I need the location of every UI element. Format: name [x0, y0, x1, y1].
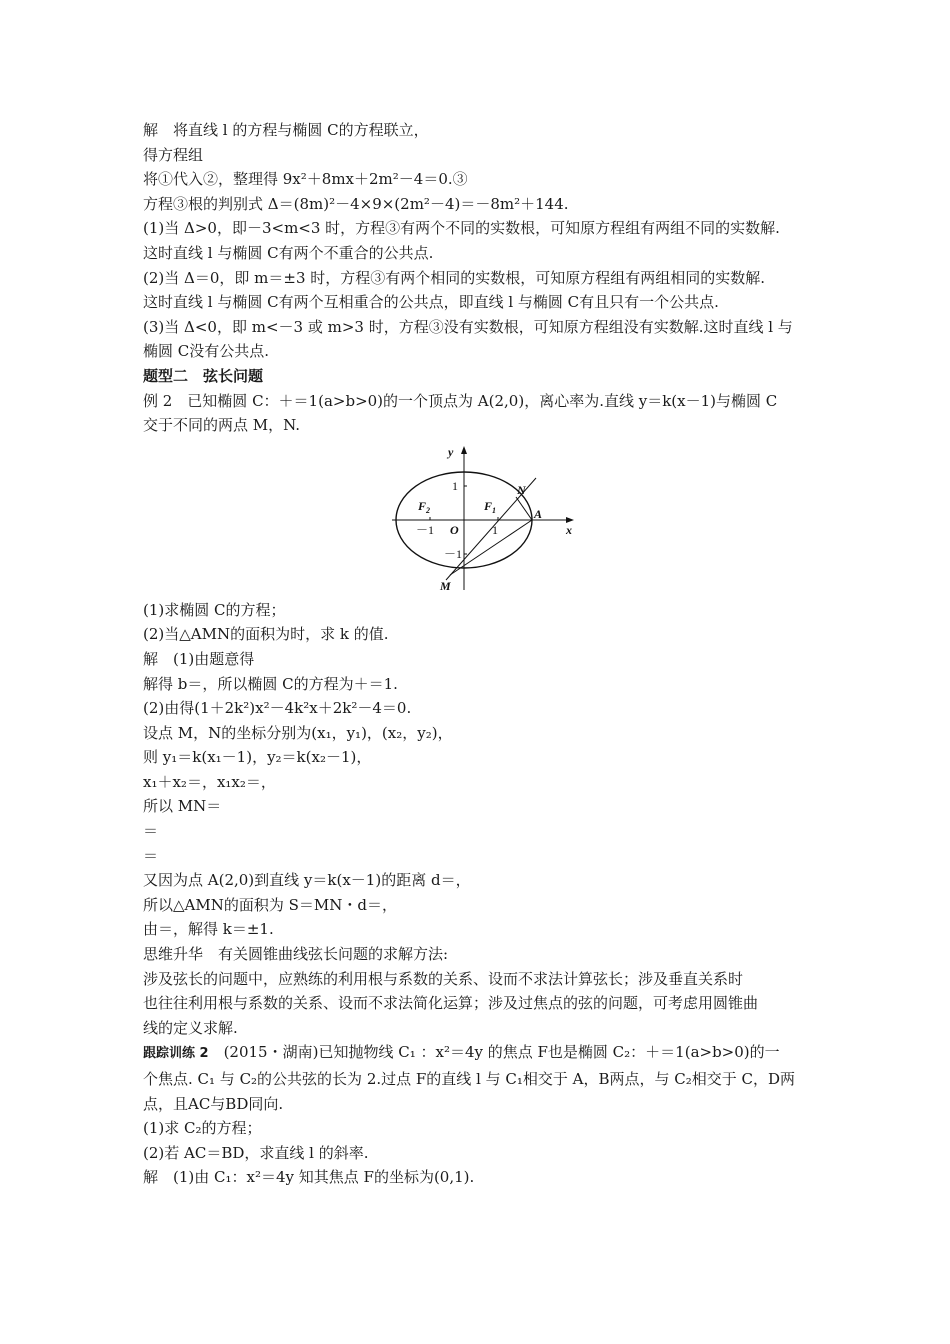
text-line: 交于不同的两点 M，N.	[143, 416, 301, 435]
label-neg1-x: －1	[416, 522, 435, 537]
text-line: 由＝，解得 k＝±1.	[143, 920, 274, 939]
text-line: 将①代入②，整理得 9x²＋8mx＋2m²－4＝0.③	[143, 170, 468, 189]
label-one-x: 1	[492, 522, 498, 537]
track-exercise-first-line	[143, 1040, 823, 1067]
y-axis-arrow	[461, 446, 467, 454]
text-line: (2)当 Δ＝0，即 m＝±3 时，方程③有两个相同的实数根，可知原方程组有两组相同的实数解.	[143, 268, 766, 287]
text-line: 解 (1)由题意得	[143, 649, 255, 668]
label-a: A	[534, 506, 543, 521]
text-line: 解 (1)由 C₁：x²＝4y 知其焦点 F的坐标为(0,1).	[143, 1168, 475, 1187]
text-line: 思维升华 有关圆锥曲线弦长问题的求解方法:	[143, 945, 449, 964]
text-line: (1)求椭圆 C的方程；	[143, 600, 286, 619]
text-line: 线的定义求解.	[143, 1018, 238, 1037]
example-2-statement	[143, 389, 823, 438]
text-line: 则 y₁＝k(x₁－1)，y₂＝k(x₂－1)，	[143, 748, 372, 767]
text-line: (1)求 C₂的方程；	[143, 1119, 262, 1138]
text-line: ＝	[143, 822, 159, 841]
text-line: 这时直线 l 与椭圆 C有两个互相重合的公共点，即直线 l 与椭圆 C有且只有一个公共点.	[143, 293, 719, 312]
label-m: M	[440, 578, 451, 592]
text-line: 涉及弦长的问题中，应熟练的利用根与系数的关系、设而不求法计算弦长；涉及垂直关系时	[143, 969, 744, 988]
label-y: y	[448, 444, 454, 459]
solution-part-1	[143, 118, 823, 364]
text-line: ＝	[143, 846, 159, 865]
text-line: (2)当△AMN的面积为时，求 k 的值.	[143, 625, 389, 644]
label-x: x	[566, 522, 572, 537]
text-line: 设点 M，N的坐标分别为(x₁，y₁)，(x₂，y₂)，	[143, 723, 453, 742]
track-exercise-text: (2015・湖南)已知抛物线 C₁ ：x²＝4y 的焦点 F也是椭圆 C₂：＋＝1(a>b>0)的一	[208, 1043, 780, 1062]
label-f1: $F_1$	[484, 498, 497, 515]
label-n: N	[517, 482, 526, 497]
text-line: 也往往利用根与系数的关系、设而不求法简化运算；涉及过焦点的弦的问题，可考虑用圆锥曲	[143, 994, 759, 1013]
text-line: (3)当 Δ<0，即 m<－3 或 m>3 时，方程③没有实数根，可知原方程组没有实数解.这时直线 l 与	[143, 317, 793, 336]
text-line: 解 将直线 l 的方程与椭圆 C的方程联立，	[143, 121, 429, 139]
text-line: (1)当 Δ>0，即－3<m<3 时，方程③有两个不同的实数根，可知原方程组有两组不同的实数解.	[143, 219, 780, 238]
text-line: x₁＋x₂＝，x₁x₂＝，	[143, 772, 276, 791]
text-line: 所以△AMN的面积为 S＝MN・d＝，	[143, 895, 397, 914]
track-exercise-label: 跟踪训练 2	[143, 1046, 209, 1062]
document-page	[143, 118, 823, 1190]
ellipse-figure	[143, 442, 823, 592]
text-line: 得方程组	[143, 145, 204, 164]
text-line: 所以 MN＝	[143, 797, 222, 816]
label-neg1-y: －1	[444, 546, 463, 561]
ellipse-diagram	[388, 442, 578, 592]
text-line: (2)若 AC＝BD，求直线 l 的斜率.	[143, 1143, 369, 1162]
label-origin: O	[450, 522, 459, 537]
text-line: 例 2 已知椭圆 C：＋＝1(a>b>0)的一个顶点为 A(2,0)，离心率为.直线 y＝k(x－1)与椭圆 C	[143, 391, 778, 410]
text-line: 点，且AC与BD同向.	[143, 1094, 284, 1113]
text-line: 个焦点. C₁ 与 C₂的公共弦的长为 2.过点 F的直线 l 与 C₁相交于 A，B两点，与 C₂相交于 C，D两	[143, 1070, 796, 1088]
text-line: 这时直线 l 与椭圆 C有两个不重合的公共点.	[143, 243, 434, 262]
text-line: 椭圆 C没有公共点.	[143, 342, 270, 361]
solution-part-2	[143, 598, 823, 1041]
text-line: 解得 b＝，所以椭圆 C的方程为＋＝1.	[143, 674, 398, 693]
text-line: (2)由得(1＋2k²)x²－4k²x＋2k²－4＝0.	[143, 699, 412, 718]
label-one-top: 1	[452, 478, 458, 493]
section-heading: 题型二 弦长问题	[143, 366, 264, 385]
text-line: 方程③根的判别式 Δ＝(8m)²－4×9×(2m²－4)＝－8m²＋144.	[143, 194, 569, 213]
track-exercise-body	[143, 1067, 823, 1190]
text-line: 又因为点 A(2,0)到直线 y＝k(x－1)的距离 d＝，	[143, 871, 471, 890]
label-f2: $F_2$	[418, 498, 431, 515]
